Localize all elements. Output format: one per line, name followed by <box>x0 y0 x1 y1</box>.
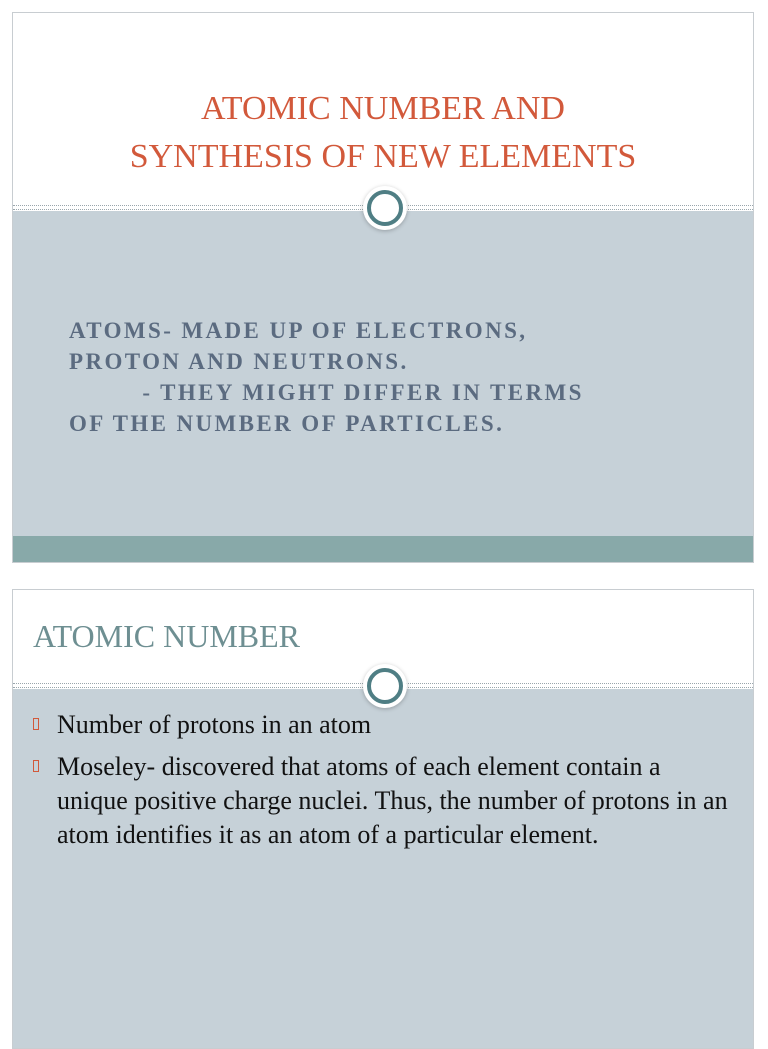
bullet-text: Number of protons in an atom <box>57 710 372 739</box>
slide-1-bottom-strip <box>13 536 753 563</box>
slide-1-subtitle-line-2: PROTON AND NEUTRONS. <box>69 349 409 374</box>
slide-1 <box>12 12 754 563</box>
slide-1-title-line-2: SYNTHESIS OF NEW ELEMENTS <box>129 138 637 175</box>
bullet-marker-icon <box>33 760 39 772</box>
bullet-text: Moseley- discovered that atoms of each element contain a unique positive charge nuclei. Thus, the number of protons in an atom identifies it as an atom of a particular element. <box>57 752 728 849</box>
slide-1-title <box>13 85 753 181</box>
slide-1-subtitle-line-1: ATOMS- MADE UP OF ELECTRONS, <box>69 318 528 343</box>
bullet-item <box>31 708 731 742</box>
slide-1-title-line-1: ATOMIC NUMBER AND <box>201 90 565 127</box>
slide-2 <box>12 589 754 1049</box>
slide-2-bullet-list <box>31 708 731 860</box>
bullet-item <box>31 750 731 852</box>
bullet-marker-icon <box>33 718 39 730</box>
slide-2-title: ATOMIC NUMBER <box>33 618 300 654</box>
slide-1-ring-ornament-icon <box>367 190 403 226</box>
slide-2-ring-ornament-icon <box>367 668 403 704</box>
slide-1-subtitle-line-4: OF THE NUMBER OF PARTICLES. <box>69 411 505 436</box>
slide-1-subtitle <box>69 315 729 439</box>
slide-1-subtitle-line-3: - THEY MIGHT DIFFER IN TERMS <box>69 380 584 405</box>
